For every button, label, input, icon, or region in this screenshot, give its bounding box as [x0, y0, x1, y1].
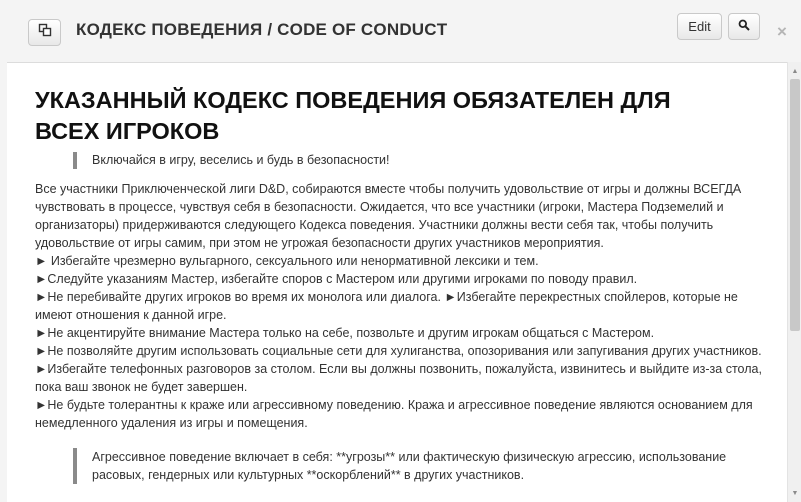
aggression-blockquote: Агрессивное поведение включает в себя: **угрозы** или фактическую физическую агрессию, использование расовых, гендерных или культурных **оскорблений** в других участников.	[73, 448, 763, 484]
intro-blockquote: Включайся в игру, веселись и будь в безопасности!	[73, 152, 390, 169]
search-icon	[738, 18, 750, 36]
paragraph-intro: Все участники Приключенческой лиги D&D, собираются вместе чтобы получить удовольствие от игры и должны ВСЕГДА чувствовать в процессе, чувствуя себя в безопасности. Ожидается, что все участники (игроки, Мастера Подземелий и организаторы) придерживаются следующего Кодекса поведения. Участники должны вести себя так, чтобы получить удовольствие от игры самим, при этом не угрожая безопасности других участников мероприятия.	[35, 182, 742, 250]
rule-item: ► Избегайте чрезмерно вульгарного, сексуального или ненормативной лексики и тем.	[35, 254, 539, 268]
rule-item: ►Не будьте толерантны к краже или агрессивному поведению. Кража и агрессивное поведение являются основанием для немедленного удаления из игры и помещения.	[35, 398, 753, 430]
popout-icon	[38, 23, 52, 42]
window-titlebar	[0, 0, 801, 62]
vertical-scrollbar[interactable]	[787, 62, 801, 502]
rule-item: ►Избегайте телефонных разговоров за столом. Если вы должны позвонить, пожалуйста, извинитесь и выйдите из-за стола, пока ваш звонок не будет завершен.	[35, 362, 762, 394]
scroll-down-arrow-icon[interactable]: ▼	[791, 489, 799, 497]
window-title: КОДЕКС ПОВЕДЕНИЯ / CODE OF CONDUCT	[76, 20, 448, 39]
popout-button[interactable]	[28, 19, 61, 46]
page-title: УКАЗАННЫЙ КОДЕКС ПОВЕДЕНИЯ ОБЯЗАТЕЛЕН ДЛЯ ВСЕХ ИГРОКОВ	[35, 87, 671, 144]
close-button[interactable]: ×	[777, 22, 787, 41]
rule-item: ►Следуйте указаниям Мастер, избегайте споров с Мастером или другими игроками по поводу правил.	[35, 272, 638, 286]
scroll-up-arrow-icon[interactable]: ▲	[791, 67, 799, 75]
edit-button[interactable]: Edit	[677, 13, 722, 40]
scroll-thumb[interactable]	[790, 79, 800, 331]
rule-item: ►Не позволяйте другим использовать социальные сети для хулиганства, опозоривания или запугивания других участников.	[35, 344, 762, 358]
handout-content	[7, 62, 787, 502]
rule-item: ►Не перебивайте других игроков во время их монолога или диалога. ►Избегайте перекрестных спойлеров, которые не имеют отношения к данной игре.	[35, 290, 738, 322]
rule-item: ►Не акцентируйте внимание Мастера только на себе, позвольте и другим игрокам общаться с Мастером.	[35, 326, 655, 340]
search-button[interactable]	[728, 13, 760, 40]
body-text	[35, 180, 763, 432]
